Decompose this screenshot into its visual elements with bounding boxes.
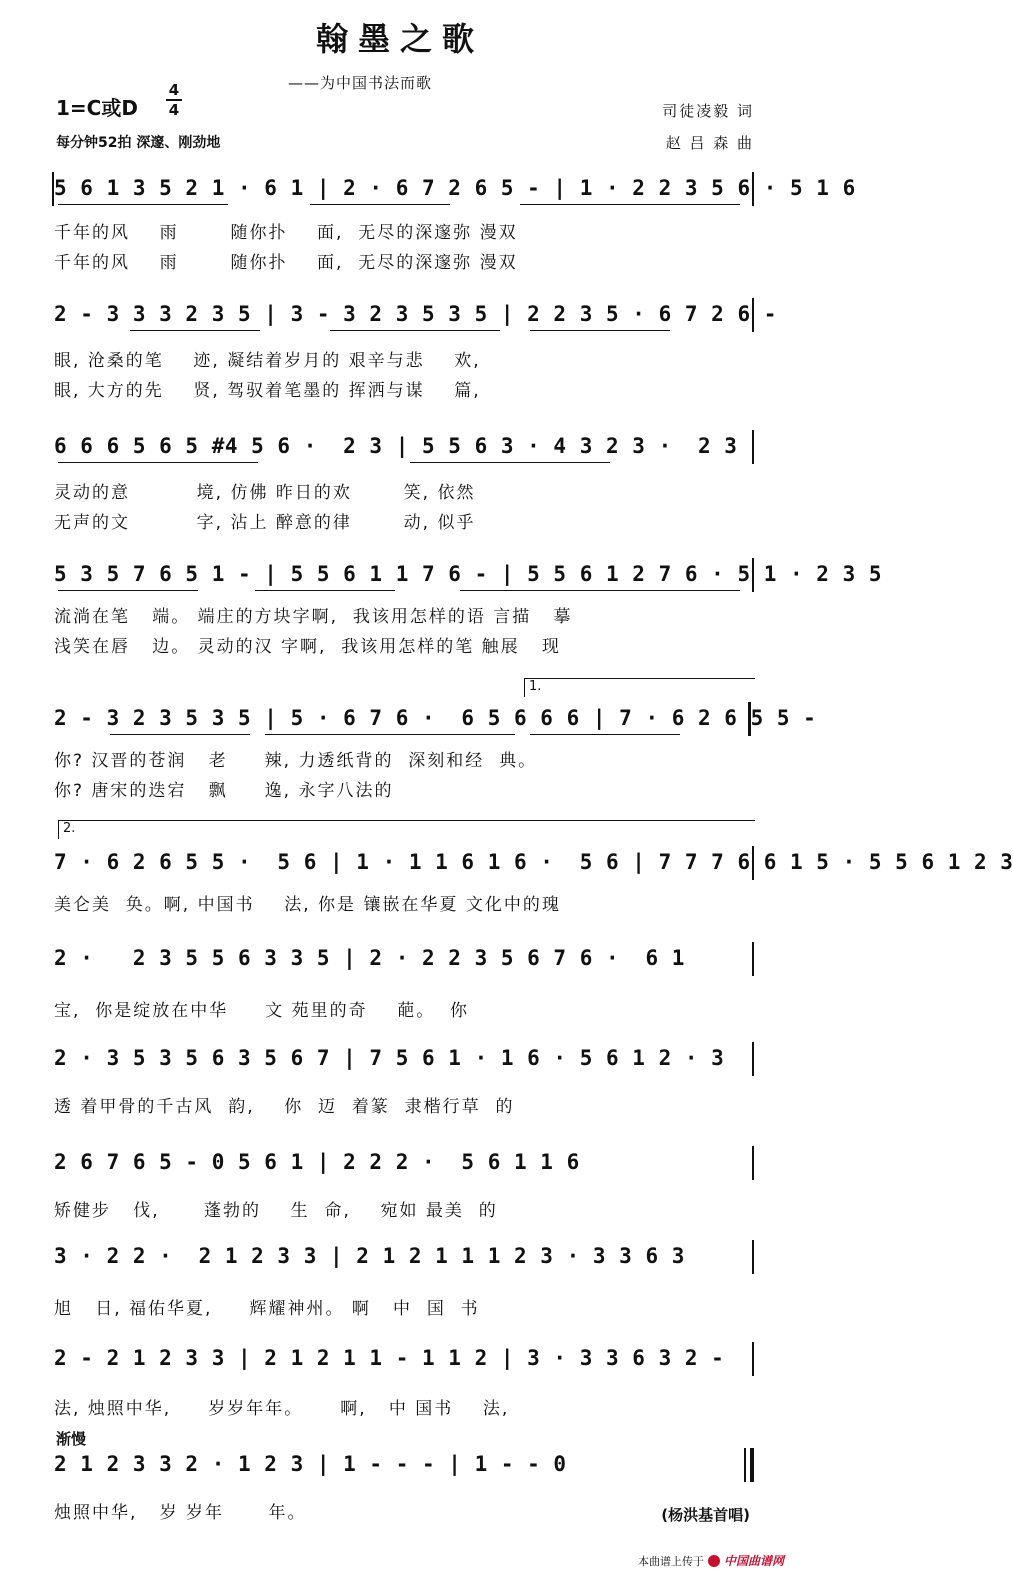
lyric-line: 灵动的意 境, 仿佛 昨日的欢 笑, 依然: [54, 483, 476, 503]
lyric-line: 法, 烛照中华, 岁岁年年。 啊, 中 国书 法,: [54, 1399, 510, 1419]
volta-second-ending: 2.: [58, 820, 755, 839]
notation-line: 2 - 2 1 2 3 3 | 2 1 2 1 1 - 1 1 2 | 3 · 3 3 6 3 2 -: [54, 1346, 725, 1370]
final-barline-thick: [750, 1448, 754, 1482]
lyric-line: 矫健步 伐, 蓬勃的 生 命, 宛如 最美 的: [54, 1201, 498, 1221]
meter-top: 4: [168, 81, 180, 99]
notation-line: 2 - 3 3 3 2 3 5 | 3 - 3 2 3 5 3 5 | 2 2 3 5 · 6 7 2 6 -: [54, 302, 777, 326]
barline: [752, 1240, 754, 1274]
song-title: 翰墨之歌: [315, 20, 484, 58]
singer-credit: (杨洪基首唱): [661, 1506, 750, 1524]
key-signature: 1=C或D: [56, 96, 138, 120]
notation-line: 2 · 3 5 3 5 6 3 5 6 7 | 7 5 6 1 · 1 6 · 5 6 1 2 · 3: [54, 1046, 725, 1070]
lyric-line: 浅笑在唇 边。 灵动的汉 字啊, 我该用怎样的笔 触展 现: [54, 637, 561, 657]
beam-line: [58, 204, 228, 205]
site-name[interactable]: 中国曲谱网: [723, 1554, 784, 1568]
final-barline: [744, 1448, 746, 1482]
lyric-line: 眼, 大方的先 贤, 驾驭着笔墨的 挥洒与谋 篇,: [54, 381, 481, 401]
beam-line: [58, 590, 198, 591]
barline: [752, 430, 754, 464]
notation-line: 5 3 5 7 6 5 1 - | 5 5 6 1 1 7 6 - | 5 5 6 1 2 7 6 · 5 1 · 2 3 5: [54, 562, 883, 586]
lyric-line: 你? 唐宋的迭宕 飘 逸, 永字八法的: [54, 781, 394, 801]
lyric-line: 宝, 你是绽放在中华 文 苑里的奇 葩。 你: [54, 1001, 470, 1021]
beam-line: [460, 590, 740, 591]
lyric-line: 千年的风 雨 随你扑 面, 无尽的深邃弥 漫双: [54, 223, 518, 243]
time-signature: [164, 82, 184, 118]
notation-line: 3 · 2 2 · 2 1 2 3 3 | 2 1 2 1 1 1 2 3 · 3 3 6 3: [54, 1244, 685, 1268]
repeat-barline: [748, 702, 751, 736]
lyric-line: 千年的风 雨 随你扑 面, 无尽的深邃弥 漫双: [54, 253, 518, 273]
barline: [752, 298, 754, 332]
notation-line: 2 - 3 2 3 5 3 5 | 5 · 6 7 6 · 6 5 6 6 6 | 7 · 6 2 6 5 5 -: [54, 706, 817, 730]
song-subtitle: ——为中国书法而歌: [288, 74, 433, 92]
meter-bottom: 4: [168, 101, 180, 119]
beam-line: [310, 204, 450, 205]
barline: [752, 172, 754, 206]
beam-line: [255, 590, 395, 591]
lyricist-credit: 司徒凌毅 词: [662, 102, 754, 120]
lyric-line: 旭 日, 福佑华夏, 辉耀神州。 啊 中 国 书: [54, 1299, 480, 1319]
notation-line: 5 6 1 3 5 2 1 · 6 1 | 2 · 6 7 2 6 5 - | 1 · 2 2 3 5 6 · 5 1 6: [54, 176, 856, 200]
barline: [752, 846, 754, 880]
upload-prefix: 本曲谱上传于: [637, 1554, 704, 1568]
beam-line: [330, 330, 500, 331]
beam-line: [58, 462, 258, 463]
beam-line: [530, 734, 680, 735]
beam-line: [410, 462, 610, 463]
beam-line: [110, 734, 250, 735]
barline: [752, 1042, 754, 1076]
notation-line: 6 6 6 5 6 5 #4 5 6 · 2 3 | 5 5 6 3 · 4 3 2 3 · 2 3: [54, 434, 738, 458]
lyric-line: 你? 汉晋的苍润 老 辣, 力透纸背的 深刻和经 典。: [54, 751, 538, 771]
lyric-line: 美仑美 奂。啊, 中国书 法, 你是 镶嵌在华夏 文化中的瑰: [54, 895, 561, 915]
ritardando-marking: 渐慢: [56, 1430, 87, 1448]
beam-line: [265, 734, 515, 735]
lyric-line: 眼, 沧桑的笔 迹, 凝结着岁月的 艰辛与悲 欢,: [54, 351, 481, 371]
beam-line: [530, 330, 670, 331]
lyric-line: 透 着甲骨的千古风 韵, 你 迈 着篆 隶楷行草 的: [54, 1097, 515, 1117]
barline: [752, 558, 754, 592]
barline: [52, 172, 54, 206]
barline: [752, 942, 754, 976]
notation-line: 2 · 2 3 5 5 6 3 3 5 | 2 · 2 2 3 5 6 7 6 · 6 1: [54, 946, 685, 970]
lyric-line: 流淌在笔 端。 端庄的方块字啊, 我该用怎样的语 言描 摹: [54, 607, 573, 627]
notation-line: 7 · 6 2 6 5 5 · 5 6 | 1 · 1 1 6 1 6 · 5 6 | 7 7 7 6 6 1 5 · 5 5 6 1 2 3: [54, 850, 1013, 874]
barline: [752, 1146, 754, 1180]
beam-line: [130, 330, 260, 331]
notation-line: 2 1 2 3 3 2 · 1 2 3 | 1 - - - | 1 - - 0: [54, 1452, 567, 1476]
beam-line: [520, 204, 740, 205]
lyric-line: 烛照中华, 岁 岁年 年。: [54, 1503, 307, 1523]
upload-credit: [638, 1552, 784, 1569]
tempo-marking: 每分钟52拍 深邃、刚劲地: [56, 135, 221, 151]
lyric-line: 无声的文 字, 沾上 醉意的律 动, 似乎: [54, 513, 476, 533]
barline: [752, 1342, 754, 1376]
composer-credit: 赵 吕 森 曲: [665, 134, 754, 152]
notation-line: 2 6 7 6 5 - 0 5 6 1 | 2 2 2 · 5 6 1 1 6: [54, 1150, 580, 1174]
volta-first-ending: 1.: [524, 678, 755, 697]
site-logo-icon: [708, 1555, 720, 1567]
